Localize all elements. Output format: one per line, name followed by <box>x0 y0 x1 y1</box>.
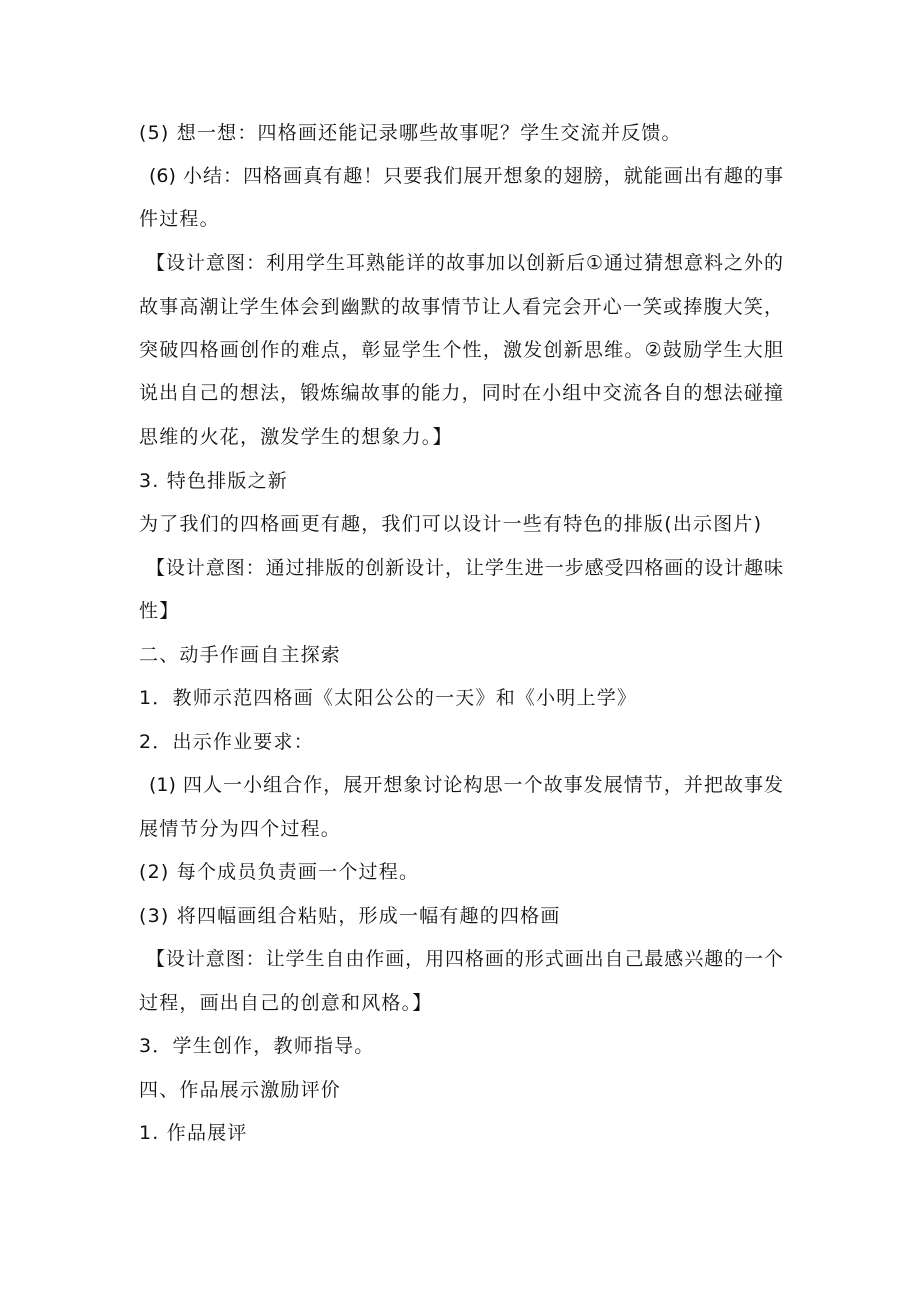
requirement-2: (2) 每个成员负责画一个过程。 <box>139 861 420 883</box>
step-6-summary-line-1: (6) 小结：四格画真有趣！只要我们展开想象的翅膀，就能画出有趣的事 <box>149 165 783 187</box>
requirement-1-line-1: (1) 四人一小组合作，展开想象讨论构思一个故事发展情节，并把故事发 <box>149 774 783 796</box>
heading-layout-innovation: 3. 特色排版之新 <box>139 470 288 492</box>
design-intent-3-line-2: 过程，画出自己的创意和风格。】 <box>139 992 433 1014</box>
design-intent-2-line-2: 性】 <box>139 600 180 622</box>
design-intent-2-line-1: 【设计意图：通过排版的创新设计，让学生进一步感受四格画的设计趣味 <box>146 557 783 579</box>
design-intent-1-line-3: 突破四格画创作的难点，彰显学生个性，激发创新思维。②鼓励学生大胆 <box>139 339 783 361</box>
item-1-work-review: 1. 作品展评 <box>139 1122 248 1144</box>
design-intent-1-line-5: 思维的火花，激发学生的想象力。】 <box>139 426 453 448</box>
requirement-3: (3) 将四幅画组合粘贴，形成一幅有趣的四格画 <box>139 905 561 927</box>
design-intent-1-line-2: 故事高潮让学生体会到幽默的故事情节让人看完会开心一笑或捧腹大笑， <box>139 296 783 318</box>
design-intent-3-line-1: 【设计意图：让学生自由作画，用四格画的形式画出自己最感兴趣的一个 <box>146 948 783 970</box>
step-5-think: (5) 想一想：四格画还能记录哪些故事呢？学生交流并反馈。 <box>139 122 682 144</box>
item-2-assignment: 2．出示作业要求： <box>139 731 314 753</box>
layout-paragraph: 为了我们的四格画更有趣，我们可以设计一些有特色的排版(出示图片) <box>139 513 763 535</box>
design-intent-1-line-4: 说出自己的想法，锻炼编故事的能力，同时在小组中交流各自的想法碰撞 <box>139 382 783 404</box>
design-intent-1-line-1: 【设计意图：利用学生耳熟能详的故事加以创新后①通过猜想意料之外的 <box>146 252 783 274</box>
item-1-teacher-demo: 1．教师示范四格画《太阳公公的一天》和《小明上学》 <box>139 687 638 709</box>
step-6-summary-line-2: 件过程。 <box>139 208 220 230</box>
section-heading-showcase: 四、作品展示激励评价 <box>139 1079 342 1101</box>
item-3-student-creation: 3．学生创作，教师指导。 <box>139 1035 375 1057</box>
section-heading-hands-on: 二、动手作画自主探索 <box>139 644 342 666</box>
requirement-1-line-2: 展情节分为四个过程。 <box>139 818 342 840</box>
